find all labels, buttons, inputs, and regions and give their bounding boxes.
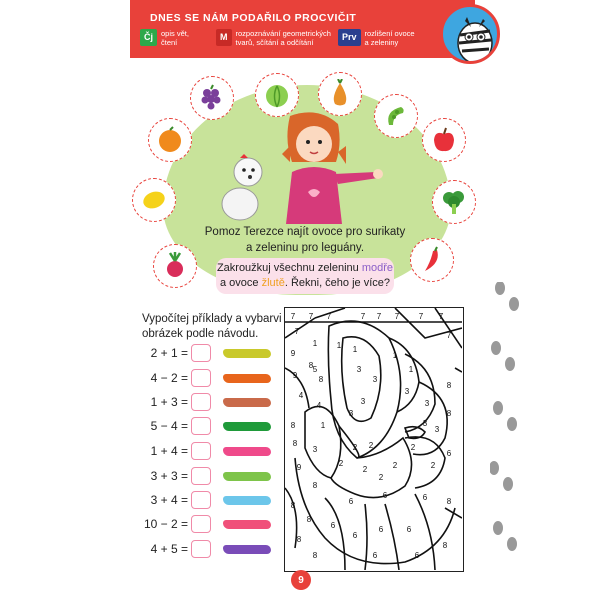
svg-text:6: 6 [348, 497, 354, 506]
equation-row [142, 514, 271, 534]
svg-text:6: 6 [406, 525, 412, 534]
footprints-decoration [490, 282, 530, 582]
equation-text: 3 + 4 = [150, 493, 188, 507]
subject-tag: M [216, 29, 232, 46]
subject-tag: Prv [338, 29, 361, 46]
equation-text: 4 + 5 = [150, 542, 188, 556]
vegetable-color-word: modře [361, 262, 394, 274]
color-swatch [223, 349, 271, 358]
svg-text:7: 7 [360, 312, 366, 321]
svg-text:4: 4 [316, 401, 322, 410]
subject-prv [338, 29, 415, 47]
svg-text:8: 8 [308, 361, 314, 370]
equation-text: 2 + 1 = [150, 346, 188, 360]
equation-text: 1 + 3 = [150, 395, 188, 409]
story-text: Pomoz Terezce najít ovoce pro surikaty a zeleninu pro leguány. [204, 226, 406, 254]
svg-text:6: 6 [330, 521, 336, 530]
page-number: 9 [291, 570, 311, 590]
chili-icon [410, 238, 454, 282]
answer-box[interactable] [191, 417, 211, 435]
svg-text:1: 1 [336, 341, 342, 350]
lemon-icon [132, 178, 176, 222]
equation-text: 5 − 4 = [150, 419, 188, 433]
svg-text:9: 9 [296, 463, 302, 472]
svg-text:7: 7 [394, 312, 400, 321]
color-by-number-picture[interactable] [284, 307, 464, 572]
svg-text:3: 3 [312, 445, 318, 454]
svg-text:8: 8 [312, 481, 318, 490]
svg-text:7: 7 [446, 331, 452, 340]
color-swatch [223, 545, 271, 554]
svg-text:3: 3 [404, 387, 410, 396]
svg-text:7: 7 [438, 312, 444, 321]
svg-text:6: 6 [378, 525, 384, 534]
svg-text:8: 8 [442, 541, 448, 550]
equation-row [142, 490, 271, 510]
svg-text:8: 8 [290, 421, 296, 430]
equation-row [142, 466, 271, 486]
svg-text:1: 1 [392, 351, 398, 360]
svg-text:3: 3 [424, 399, 430, 408]
equation-row [142, 392, 271, 412]
svg-text:4: 4 [298, 391, 304, 400]
equation-text: 4 − 2 = [150, 371, 188, 385]
subject-text: opis vět, čtení [161, 29, 189, 47]
answer-box[interactable] [191, 393, 211, 411]
radish-icon [153, 244, 197, 288]
color-swatch [223, 422, 271, 431]
svg-text:8: 8 [446, 381, 452, 390]
subject-tag: Čj [140, 29, 157, 46]
color-swatch [223, 496, 271, 505]
equation-row [142, 416, 271, 436]
svg-text:2: 2 [410, 443, 416, 452]
answer-box[interactable] [191, 369, 211, 387]
svg-text:1: 1 [408, 365, 414, 374]
svg-text:7: 7 [290, 312, 296, 321]
svg-text:2: 2 [430, 461, 436, 470]
fruit-color-word: žlutě [261, 277, 285, 289]
svg-text:1: 1 [320, 421, 326, 430]
svg-text:5: 5 [312, 365, 318, 374]
header-banner [130, 0, 475, 58]
equation-row [142, 441, 271, 461]
girl-illustration [268, 110, 388, 224]
svg-text:2: 2 [338, 459, 344, 468]
apple-icon [422, 118, 466, 162]
svg-text:2: 2 [368, 441, 374, 450]
picture-outline [285, 308, 462, 570]
grapes-icon [190, 76, 234, 120]
svg-text:8: 8 [296, 535, 302, 544]
broccoli-icon [432, 180, 476, 224]
equation-text: 1 + 4 = [150, 444, 188, 458]
svg-text:6: 6 [414, 551, 420, 560]
svg-text:7: 7 [294, 327, 300, 336]
svg-text:6: 6 [422, 493, 428, 502]
svg-text:8: 8 [292, 439, 298, 448]
svg-text:7: 7 [308, 312, 314, 321]
svg-text:2: 2 [378, 473, 384, 482]
equation-text: 10 − 2 = [143, 517, 188, 531]
svg-text:1: 1 [312, 339, 318, 348]
color-swatch [223, 472, 271, 481]
svg-text:8: 8 [318, 375, 324, 384]
svg-text:7: 7 [376, 312, 382, 321]
svg-text:6: 6 [352, 531, 358, 540]
subject-text: rozlišení ovoce a zeleniny [364, 29, 415, 47]
svg-text:3: 3 [360, 397, 366, 406]
svg-text:8: 8 [446, 409, 452, 418]
zebra-icon [440, 4, 500, 64]
task-box: Zakroužkuj všechnu zeleninu modře a ovoce žlutě. Řekni, čeho je více? [216, 258, 394, 294]
svg-text:2: 2 [362, 465, 368, 474]
svg-text:8: 8 [312, 551, 318, 560]
svg-text:2: 2 [392, 461, 398, 470]
color-swatch [223, 374, 271, 383]
svg-text:7: 7 [418, 312, 424, 321]
svg-text:6: 6 [382, 491, 388, 500]
svg-text:1: 1 [352, 345, 358, 354]
answer-box[interactable] [191, 515, 211, 533]
svg-text:8: 8 [446, 497, 452, 506]
answer-box[interactable] [191, 540, 211, 558]
subject-text: rozpoznávání geometrických tvarů, sčítání a odčítání [235, 29, 331, 47]
svg-text:3: 3 [434, 425, 440, 434]
dog-illustration [208, 148, 268, 226]
svg-text:3: 3 [356, 365, 362, 374]
svg-text:3: 3 [372, 375, 378, 384]
color-swatch [223, 520, 271, 529]
equation-row [142, 343, 271, 363]
answer-box[interactable] [191, 442, 211, 460]
svg-text:3: 3 [348, 409, 354, 418]
header-title: DNES SE NÁM PODAŘILO PROCVIČIT [150, 12, 357, 24]
subject-math [216, 29, 331, 47]
subject-czech [140, 29, 189, 47]
equation-text: 3 + 3 = [150, 469, 188, 483]
color-swatch [223, 398, 271, 407]
svg-text:3: 3 [422, 419, 428, 428]
equation-row [142, 539, 271, 559]
svg-text:9: 9 [290, 349, 296, 358]
answer-box[interactable] [191, 467, 211, 485]
color-swatch [223, 447, 271, 456]
math-instructions: Vypočítej příklady a vybarvi obrázek podle návodu. [142, 313, 282, 340]
svg-text:7: 7 [326, 312, 332, 321]
equation-row [142, 368, 271, 388]
svg-text:2: 2 [352, 443, 358, 452]
svg-text:9: 9 [292, 371, 298, 380]
answer-box[interactable] [191, 344, 211, 362]
svg-text:6: 6 [372, 551, 378, 560]
svg-text:8: 8 [290, 501, 296, 510]
answer-box[interactable] [191, 491, 211, 509]
svg-text:8: 8 [306, 515, 312, 524]
svg-text:6: 6 [446, 449, 452, 458]
orange-icon [148, 118, 192, 162]
